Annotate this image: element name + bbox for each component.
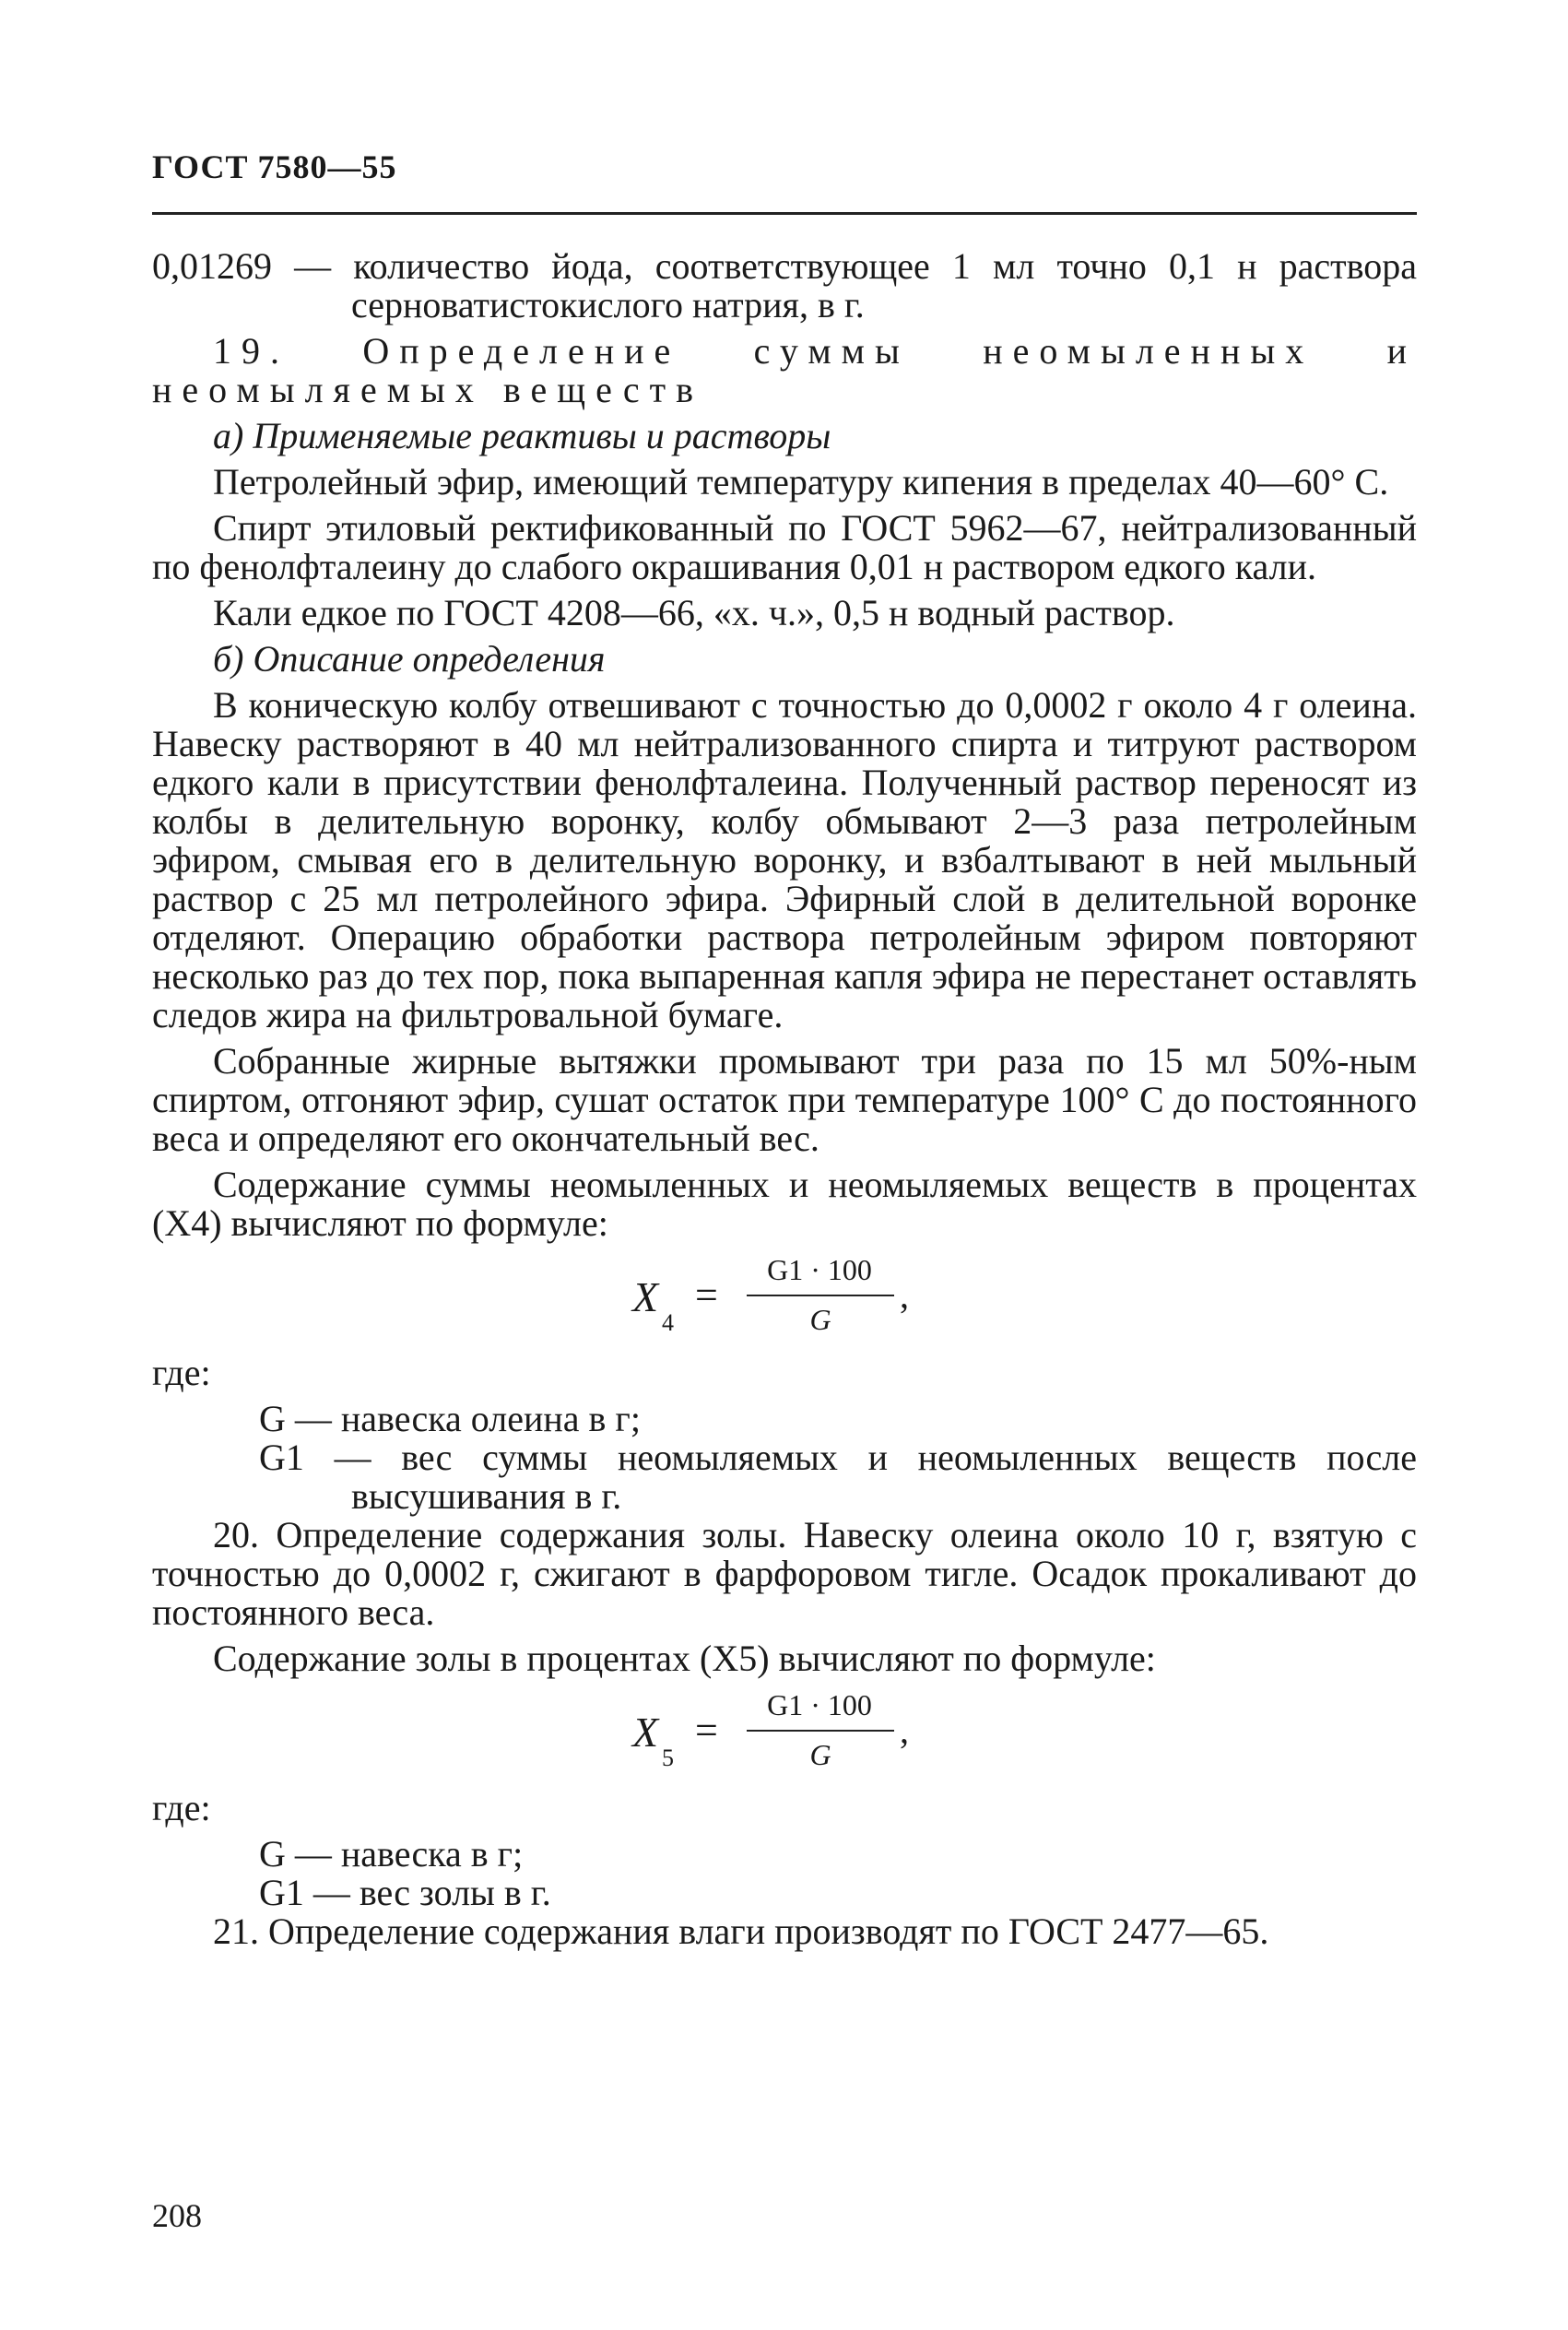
formula-x4-fraction-bar <box>747 1295 894 1296</box>
document-body <box>152 247 1417 1958</box>
where-label-1: где: <box>152 1352 211 1393</box>
formula-x5-lhs: X <box>632 1709 659 1756</box>
section-19-subheading-a: а) Применяемые реактивы и растворы <box>213 415 831 456</box>
header-rule <box>152 212 1417 215</box>
definition-0-01269: 0,01269 — количество йода, соответствующее 1 мл точно 0,1 н раствора серноватистокислого натрия, в г. <box>152 245 1417 325</box>
formula-x4-subscript: 4 <box>662 1309 674 1336</box>
where-1-g1: G1 — вес суммы неомыляемых и неомыленных веществ после высушивания в г. <box>259 1437 1417 1517</box>
formula-x5-fraction-bar <box>747 1730 894 1732</box>
section-20: 20. Определение содержания золы. Навеску олеина около 10 г, взятую с точностью до 0,0002 г, сжигают в фарфоровом тигле. Осадок прокаливают до постоянного веса. <box>152 1514 1417 1633</box>
where-2-g: G — навеска в г; <box>259 1833 524 1875</box>
formula-x5 <box>152 1685 1417 1781</box>
document-header: ГОСТ 7580—55 <box>152 148 397 185</box>
formula-x4-denominator: G <box>809 1303 831 1336</box>
section-19-washing: Собранные жирные вытяжки промывают три раза по 15 мл 50%-ным спиртом, отгоняют эфир, сушат остаток при температуре 100° С до постоянного веса и определяют его окончательный вес. <box>152 1040 1417 1159</box>
where-1-g: G — навеска олеина в г; <box>259 1398 641 1439</box>
formula-x5-subscript: 5 <box>662 1745 674 1771</box>
section-19-heading: 19. Определение суммы неомыленных и неомыляемых веществ <box>152 330 1417 410</box>
formula-x5-comma: , <box>900 1709 909 1751</box>
section-21: 21. Определение содержания влаги производят по ГОСТ 2477—65. <box>213 1910 1269 1952</box>
formula-x4-lhs: X <box>632 1273 659 1320</box>
where-2-g1: G1 — вес золы в г. <box>259 1872 551 1913</box>
section-19-procedure: В коническую колбу отвешивают с точностью до 0,0002 г около 4 г олеина. Навеску растворяют в 40 мл нейтрализованного спирта и титруют раствором едкого кали в присутствии фенолфталеина. Полученный раствор переносят из колбы в делительную воронку, колбу обмывают 2—3 раза петролейным эфиром, смывая его в делительную воронку, и взбалтывают в ней мыльный раствор с 25 мл петролейного эфира. Эфирный слой в делительной воронке отделяют. Операцию обработки раствора петролейным эфиром повторяют несколько раз до тех пор, пока выпаренная капля эфира не перестанет оставлять следов жира на фильтровальной бумаге. <box>152 684 1417 1035</box>
formula-x4-comma: , <box>900 1274 909 1316</box>
section-19-formula-intro: Содержание суммы неомыленных и неомыляемых веществ в процентах (X4) вычисляют по формуле: <box>152 1164 1417 1244</box>
where-label-2: где: <box>152 1787 211 1828</box>
section-20-formula-intro: Содержание золы в процентах (X5) вычисляют по формуле: <box>213 1638 1156 1679</box>
formula-x5-equals: = <box>695 1708 718 1753</box>
section-19-subheading-b: б) Описание определения <box>213 638 606 680</box>
formula-x4-equals: = <box>695 1272 718 1318</box>
formula-x5-denominator: G <box>809 1738 831 1771</box>
section-19-reagent-alcohol: Спирт этиловый ректификованный по ГОСТ 5962—67, нейтрализованный по фенолфталеину до слабого окрашивания 0,01 н раствором едкого кали. <box>152 507 1417 587</box>
formula-x5-numerator: G1 · 100 <box>767 1688 872 1721</box>
section-19-reagent-ether: Петролейный эфир, имеющий температуру кипения в пределах 40—60° С. <box>213 461 1389 503</box>
section-19-reagent-koh: Кали едкое по ГОСТ 4208—66, «х. ч.», 0,5 н водный раствор. <box>213 592 1175 633</box>
formula-x4 <box>152 1250 1417 1346</box>
page-number: 208 <box>152 2197 202 2234</box>
formula-x4-numerator: G1 · 100 <box>767 1253 872 1286</box>
